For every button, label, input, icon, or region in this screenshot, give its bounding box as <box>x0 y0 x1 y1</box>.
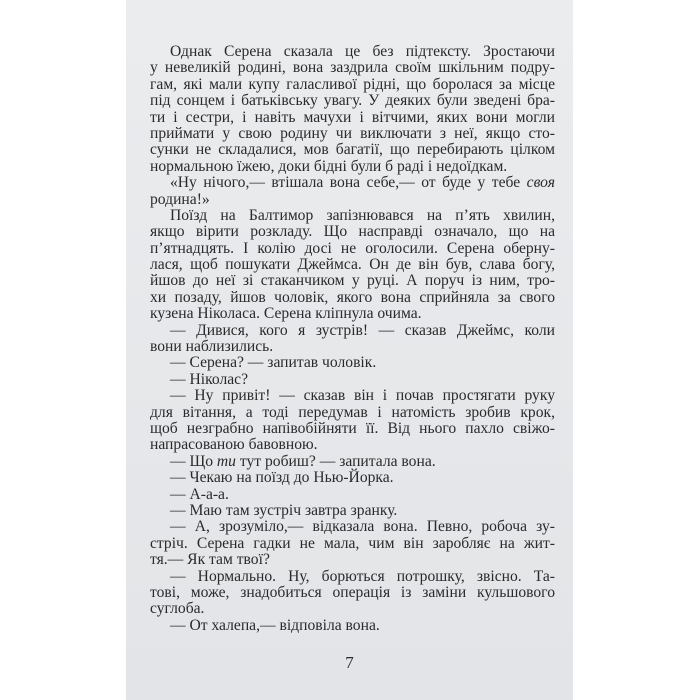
text-line: кузена Ніколаса. Серена кліпнула очима. <box>150 305 422 323</box>
text-line: вони наблизились. <box>150 338 274 356</box>
text-line: сунки не складалися, мов багатії, що перебирають цілком <box>150 141 555 159</box>
text-line: родина!» <box>150 190 210 208</box>
text-line: — Ну привіт! — сказав він і почав простягати руку <box>170 387 555 405</box>
text-line: напрасованою бавовною. <box>150 436 318 454</box>
text-line: тя.— Як там твої? <box>150 551 270 569</box>
text-line: — От халепа,— відповіла вона. <box>170 616 380 634</box>
body-text <box>150 44 555 634</box>
text-line: — Дивися, кого я зустрів! — сказав Джеймс, коли <box>170 321 555 339</box>
text-line: — А-а-а. <box>170 485 229 503</box>
text-line: ти і сестри, і навіть мачухи і вітчими, яких вони могли <box>150 108 555 126</box>
text-line: — Нормально. Ну, борються потрошку, звісно. Та- <box>170 567 555 585</box>
text-line: — А, зрозуміло,— відказала вона. Певно, робоча зу- <box>170 518 555 536</box>
italic-word: ти <box>216 452 236 470</box>
text-line: п’ятнадцять. І колію досі не оголосили. Серена оберну- <box>150 239 555 257</box>
text-line: йшов до неї зі стаканчиком у руці. А поруч із ним, тро- <box>150 272 555 290</box>
text-line: Поїзд на Балтимор запізнювався на п’ять хвилин, <box>170 206 555 224</box>
text-line: — Ніколас? <box>170 370 249 388</box>
text-line: нормальною їжею, доки бідні були б раді і недоїдкам. <box>150 157 508 175</box>
text-line: — Чекаю на поїзд до Нью-Йорка. <box>170 469 394 487</box>
text-line: щоб незграбно напівобійняти її. Від нього пахло свіжо- <box>150 419 555 437</box>
book-page <box>126 0 573 700</box>
page-number: 7 <box>345 653 354 672</box>
text-segment: тут робиш? — запитала вона. <box>235 452 436 470</box>
text-line: якщо вірити розкладу. Що насправді означало, що на <box>150 223 555 241</box>
text-segment: — Що <box>170 452 217 470</box>
text-line: Однак Серена сказала це без підтексту. Зростаючи <box>170 43 555 60</box>
italic-word: своя <box>526 174 555 192</box>
text-line <box>150 175 555 191</box>
text-line: лася, щоб пошукати Джеймса. Он де він був, слава богу, <box>150 256 555 274</box>
text-line: у невеликій родині, вона заздрила своїм шкільним подру- <box>150 59 555 77</box>
text-line <box>150 454 555 470</box>
text-line: хи позаду, йшов чоловік, якого вона сприйняла за свого <box>150 288 555 306</box>
text-line: для вітання, а тоді передумав і натомість зробив крок, <box>150 403 555 421</box>
text-line: приймати у свою родину чи виключати з неї, якщо сто- <box>150 124 555 142</box>
text-line: — Серена? — запитав чоловік. <box>170 354 377 372</box>
text-line: під сонцем і батьківську увагу. У деяких були зведені бра- <box>150 92 555 110</box>
text-line: гам, які мали купу галасливої рідні, що боролася за місце <box>150 75 555 93</box>
text-line: стріч. Серена гадки не мала, чим він заробляє на жит- <box>150 534 555 552</box>
text-line: суглоба. <box>150 600 205 618</box>
text-segment: «Ну нічого,— втішала вона себе,— от буде у тебе <box>170 174 527 192</box>
text-line: тові, може, знадобиться операція із заміни кульшового <box>150 583 555 601</box>
text-line: — Маю там зустріч завтра зранку. <box>170 501 398 519</box>
